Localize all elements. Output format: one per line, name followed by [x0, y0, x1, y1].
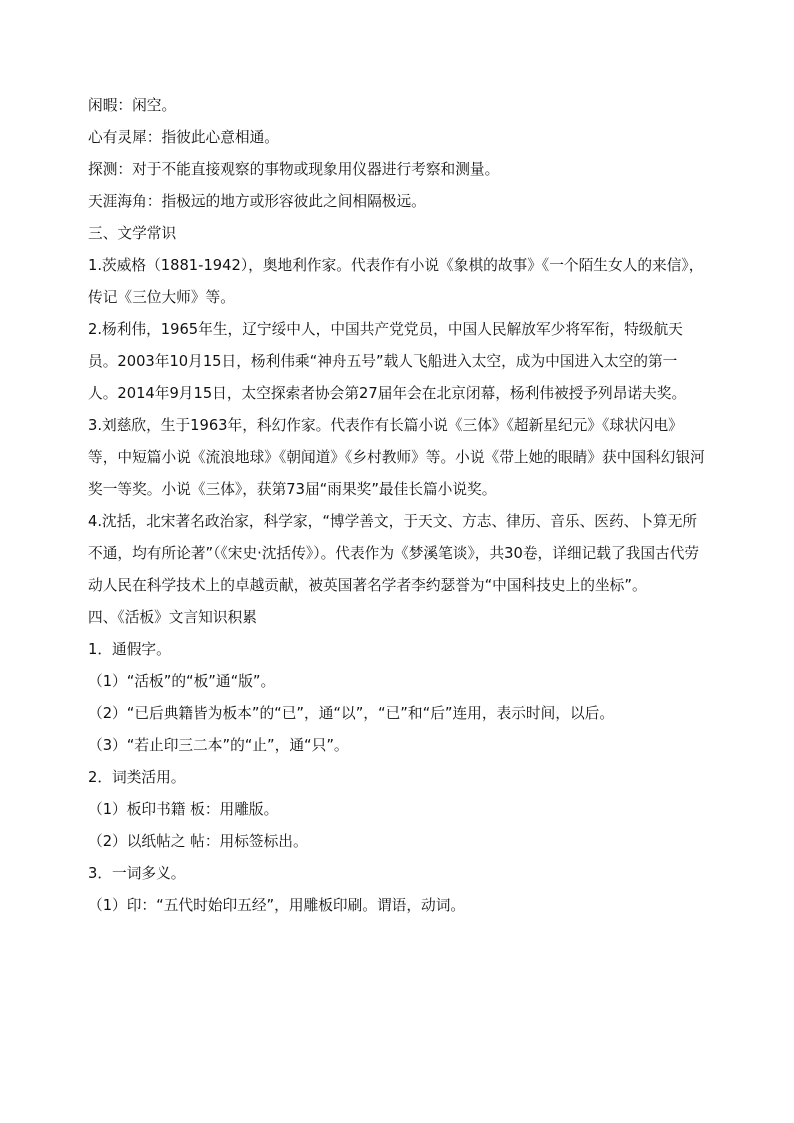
definition-tianyahaijiao: 天涯海角：指极远的地方或形容彼此之间相隔极远。 [88, 193, 426, 210]
subheading-cileihuoyong: 2．词类活用。 [88, 769, 186, 786]
yiciduoyi-item-1: （1）印：“五代时始印五经”，用雕板印刷。谓语，动词。 [88, 897, 466, 914]
cileihuoyong-item-2: （2）以纸帖之 帖：用标签标出。 [88, 833, 308, 850]
literature-item-yangliwei: 2.杨利伟，1965年生，辽宁绥中人，中国共产党党员，中国人民解放军少将军衔，特级航天员。2003年10月15日，杨利伟乘“神舟五号”载人飞船进入太空，成为中国进入太空的第一人。2014年9月15日，太空探索者协会第27届年会在北京闭幕，杨利伟被授予列昂诺夫奖。 [88, 321, 687, 402]
cileihuoyong-item-1: （1）板印书籍 板：用雕版。 [88, 801, 279, 818]
tongjiazi-item-3: （3）“若止印三二本”的“止”，通“只”。 [88, 737, 349, 754]
definition-xianxia: 闲暇：闲空。 [88, 97, 177, 114]
literature-item-shenkuo: 4.沈括，北宋著名政治家，科学家，“博学善文，于天文、方志、律历、音乐、医药、卜算无所不通，均有所论著”（《宋史·沈括传》）。代表作为《梦溪笔谈》，共30卷，详细记载了我国古代劳动人民在科学技术上的卓越贡献，被英国著名学者李约瑟誉为“中国科技史上的坐标”。 [88, 513, 700, 594]
tongjiazi-item-1: （1）“活板”的“板”通“版”。 [88, 673, 276, 690]
literature-item-zweig: 1.茨威格（1881-1942），奥地利作家。代表作有小说《象棋的故事》《一个陌生女人的来信》，传记《三位大师》等。 [88, 257, 704, 306]
tongjiazi-item-2: （2）“已后典籍皆为板本”的“已”，通“以”，“已”和“后”连用，表示时间，以后。 [88, 705, 615, 722]
document-body [88, 90, 706, 922]
subheading-tongjiazi: 1．通假字。 [88, 641, 171, 658]
definition-tance: 探测：对于不能直接观察的事物或现象用仪器进行考察和测量。 [88, 161, 500, 178]
literature-item-liucixin: 3.刘慈欣，生于1963年，科幻作家。代表作有长篇小说《三体》《超新星纪元》《球状闪电》等，中短篇小说《流浪地球》《朝闻道》《乡村教师》等。小说《带上她的眼睛》获中国科幻银河奖一等奖。小说《三体》，获第73届“雨果奖”最佳长篇小说奖。 [88, 417, 705, 498]
definition-xinyoulingxi: 心有灵犀：指彼此心意相通。 [88, 129, 279, 146]
section-heading-literature: 三、文学常识 [88, 225, 177, 242]
subheading-yiciduoyi: 3．一词多义。 [88, 865, 186, 882]
section-heading-huoban: 四、《活板》文言知识积累 [88, 609, 257, 626]
